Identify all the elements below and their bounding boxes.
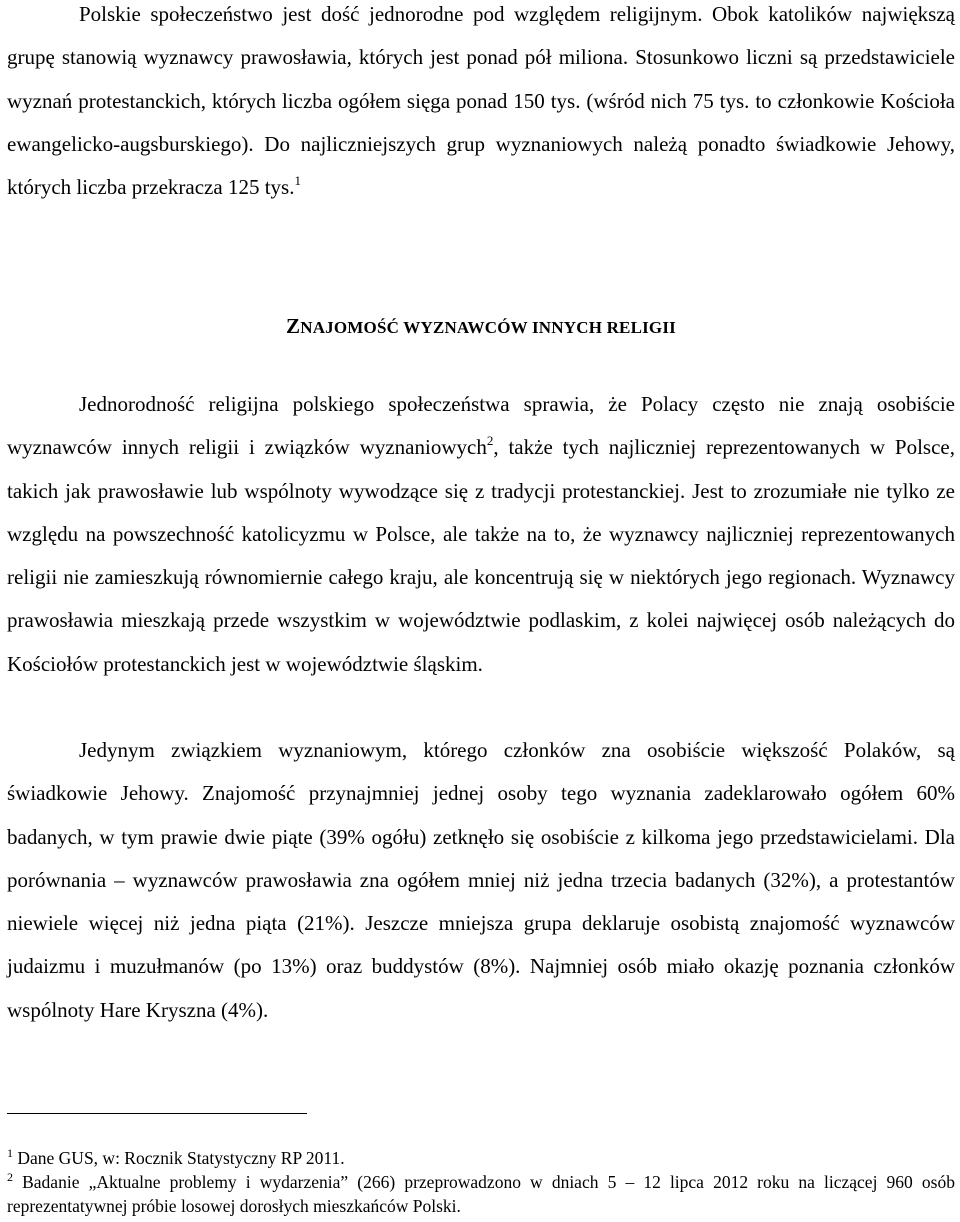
footnotes <box>7 1146 955 1218</box>
section-heading <box>7 314 955 339</box>
footnote-1-number: 1 <box>7 1146 13 1160</box>
footnote-2-number: 2 <box>7 1170 13 1184</box>
footnote-2 <box>7 1170 955 1218</box>
footnote-1 <box>7 1146 955 1170</box>
paragraph-jehovah-witnesses <box>7 729 955 1032</box>
footnote-separator <box>7 1113 307 1114</box>
footnote-ref-2[interactable]: 2 <box>486 433 494 449</box>
footnote-ref-1[interactable]: 1 <box>294 173 301 189</box>
paragraph2-text-a: Jednorodność religijna polskiego społeczeństwa sprawia, że Polacy często nie znają osobiście wyznawców innych religii i związków wyznaniowych <box>7 392 955 460</box>
section-heading-initial: Z <box>286 314 301 338</box>
footnote-2-text: Badanie „Aktualne problemy i wydarzenia” (266) przeprowadzono w dniach 5 – 12 lipca 2012 roku na liczącej 960 osób reprezentatywnej próbie losowej dorosłych mieszkańców Polski. <box>7 1172 955 1216</box>
section-heading-rest: NAJOMOŚĆ WYZNAWCÓW INNYCH RELIGII <box>300 318 676 337</box>
footnote-1-text: Dane GUS, w: Rocznik Statystyczny RP 2011. <box>13 1148 345 1168</box>
paragraph2-text-b: , także tych najliczniej reprezentowanych w Polsce, takich jak prawosławie lub wspólnoty wywodzące się z tradycji protestanckiej. Jest to zrozumiałe nie tylko ze względu na powszechność katolicyzmu w Polsce, ale także na to, że wyznawcy najliczniej reprezentowanych religii nie zamieszkują równomiernie całego kraju, ale koncentrują się w niektórych jego regionach. Wyznawcy prawosławia mieszkają przede wszystkim w województwie podlaskim, z kolei najwięcej osób należących do Kościołów protestanckich jest w województwie śląskim. <box>7 435 956 676</box>
paragraph1-text: Polskie społeczeństwo jest dość jednorodne pod względem religijnym. Obok katolików największą grupę stanowią wyznawcy prawosławia, których jest ponad pół miliona. Stosunkowo liczni są przedstawiciele wyznań protestanckich, których liczba ogółem sięga ponad 150 tys. (wśród nich 75 tys. to członkowie Kościoła ewangelicko-augsburskiego). Do najliczniejszych grup wyznaniowych należą ponadto świadkowie Jehowy, których liczba przekracza 125 tys. <box>7 2 955 200</box>
paragraph3-text: Jedynym związkiem wyznaniowym, którego członków zna osobiście większość Polaków, są świadkowie Jehowy. Znajomość przynajmniej jednej osoby tego wyznania zadeklarowało ogółem 60% badanych, w tym prawie dwie piąte (39% ogółu) zetknęło się osobiście z kilkoma jego przedstawicielami. Dla porównania – wyznawców prawosławia zna ogółem mniej niż jedna trzecia badanych (32%), a protestantów niewiele więcej niż jedna piąta (21%). Jeszcze mniejsza grupa deklaruje osobistą znajomość wyznawców judaizmu i muzułmanów (po 13%) oraz buddystów (8%). Najmniej osób miało okazję poznania członków wspólnoty Hare Kryszna (4%). <box>7 738 955 1022</box>
paragraph-acquaintance <box>7 383 955 686</box>
paragraph-religious-homogeneity <box>7 0 955 209</box>
